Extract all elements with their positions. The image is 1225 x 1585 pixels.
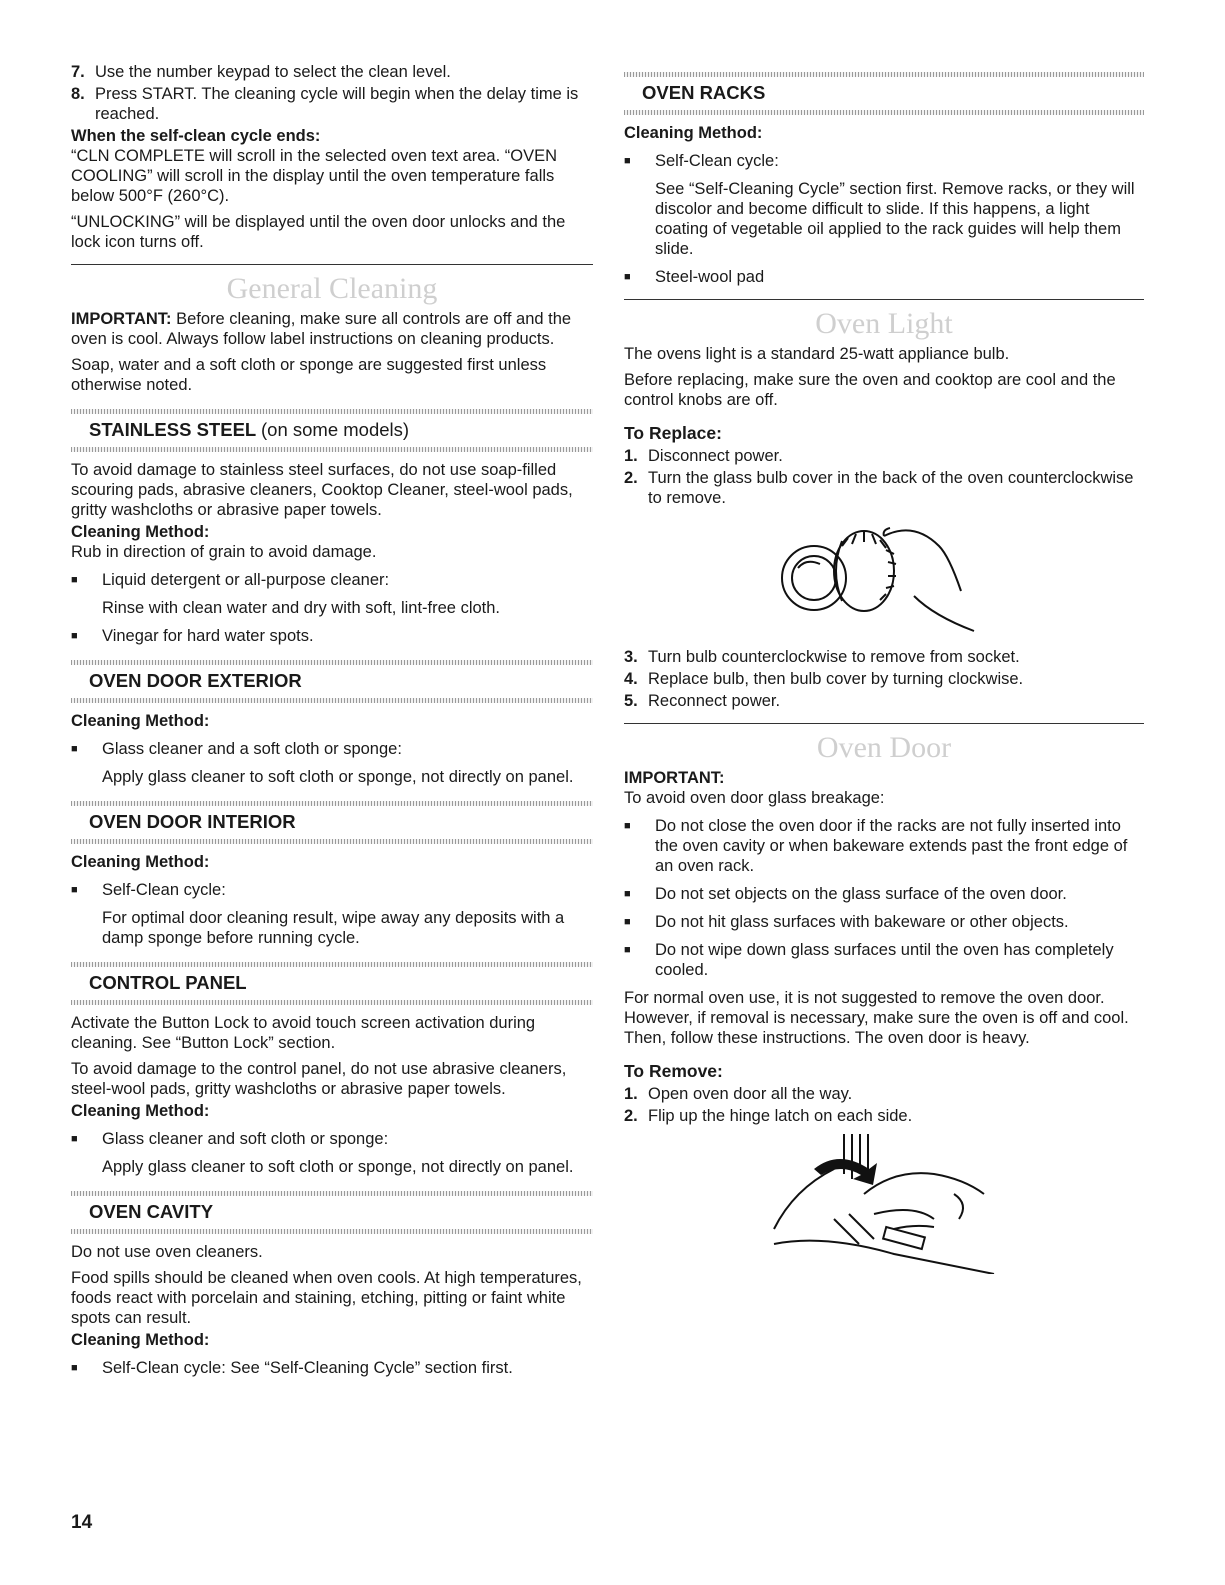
bullet-icon: ■ <box>71 1133 78 1145</box>
stainless-intro: To avoid damage to stainless steel surfaces, do not use soap-filled scouring pads, abrasive cleaners, Cooktop Cleaner, steel-wool pads, gritty washcloths or abrasive paper towels. <box>71 461 573 519</box>
stainless-method-text: Rub in direction of grain to avoid damage. <box>71 543 377 561</box>
oven-door-title: Oven Door <box>816 731 952 764</box>
stainless-steel-title <box>71 414 593 447</box>
band-bottom <box>624 110 1144 115</box>
replace-step-1 <box>624 446 1144 466</box>
door-exterior-method-label: Cleaning Method: <box>71 712 210 730</box>
bullet-icon: ■ <box>624 820 631 832</box>
oven-door-intro: To avoid oven door glass breakage: <box>624 789 885 807</box>
step-text: Open oven door all the way. <box>648 1085 853 1103</box>
band-bottom <box>71 839 593 844</box>
section-divider <box>624 723 1144 724</box>
replace-step-5 <box>624 691 1144 711</box>
replace-step-4 <box>624 669 1144 689</box>
oven-light-title: Oven Light <box>815 307 953 340</box>
band-bottom <box>71 1229 593 1234</box>
step-number: 2. <box>624 1107 638 1125</box>
step-text: Turn bulb counterclockwise to remove from socket. <box>648 648 1020 666</box>
step-7 <box>71 62 593 82</box>
general-cleaning-soap: Soap, water and a soft cloth or sponge are suggested first unless otherwise noted. <box>71 356 547 394</box>
step-text: Replace bulb, then bulb cover by turning clockwise. <box>648 670 1024 688</box>
bullet-text: Glass cleaner and soft cloth or sponge: <box>102 1130 389 1148</box>
list-item <box>71 739 593 759</box>
step-text: Press START. The cleaning cycle will begin when the delay time is reached. <box>95 85 579 123</box>
stainless-title-text: STAINLESS STEEL <box>89 419 256 440</box>
step-number: 4. <box>624 670 638 688</box>
to-replace-heading: To Replace: <box>624 423 722 443</box>
door-interior-method-label: Cleaning Method: <box>71 853 210 871</box>
bullet-detail: Apply glass cleaner to soft cloth or sponge, not directly on panel. <box>102 1158 574 1176</box>
bullet-text: Glass cleaner and a soft cloth or sponge: <box>102 740 402 758</box>
bullet-text: Self-Clean cycle: <box>102 881 226 899</box>
step-number: 5. <box>624 692 638 710</box>
list-item <box>624 816 1144 876</box>
selfclean-end-text-1: “CLN COMPLETE will scroll in the selected oven text area. “OVEN COOLING” will scroll in the display until the oven temperature falls below 500°F (260°C). <box>71 147 558 205</box>
bullet-text: Liquid detergent or all-purpose cleaner: <box>102 571 390 589</box>
oven-cavity-text-1: Do not use oven cleaners. <box>71 1243 263 1261</box>
band-bottom <box>71 1000 593 1005</box>
step-text: Turn the glass bulb cover in the back of the oven counterclockwise to remove. <box>648 469 1134 507</box>
list-item <box>71 570 593 590</box>
oven-cavity-text-2: Food spills should be cleaned when oven cools. At high temperatures, foods react with porcelain and staining, etching, pitting or faint white spots can result. <box>71 1269 582 1327</box>
list-item <box>71 1129 593 1149</box>
bullet-detail: For optimal door cleaning result, wipe away any deposits with a damp sponge before running cycle. <box>102 909 565 947</box>
bullet-detail: See “Self-Cleaning Cycle” section first. Remove racks, or they will discolor and become difficult to slide. If this happens, a light coating of vegetable oil applied to the rack guides will help them slide. <box>655 180 1135 258</box>
bullet-text: Do not close the oven door if the racks are not fully inserted into the oven cavity or when bakeware extends past the front edge of an oven rack. <box>655 817 1128 875</box>
step-8 <box>71 84 593 124</box>
oven-cavity-method-label: Cleaning Method: <box>71 1331 210 1349</box>
bullet-icon: ■ <box>71 743 78 755</box>
bullet-text: Self-Clean cycle: <box>655 152 779 170</box>
bullet-icon: ■ <box>624 916 631 928</box>
step-number: 1. <box>624 447 638 465</box>
oven-door-normal-use: For normal oven use, it is not suggested to remove the oven door. However, if removal is necessary, make sure the oven is off and cool. Then, follow these instructions. The oven door is heavy. <box>624 989 1129 1047</box>
bullet-detail: Rinse with clean water and dry with soft, lint-free cloth. <box>102 599 501 617</box>
selfclean-end-text-2: “UNLOCKING” will be displayed until the oven door unlocks and the lock icon turns off. <box>71 213 566 251</box>
stainless-steel-section <box>71 409 593 646</box>
oven-racks-method-label: Cleaning Method: <box>624 124 763 142</box>
oven-door-exterior-section <box>71 660 593 787</box>
list-item <box>71 880 593 900</box>
stainless-title-suffix: (on some models) <box>261 419 410 440</box>
general-cleaning-title: General Cleaning <box>226 272 438 305</box>
bullet-text: Do not hit glass surfaces with bakeware or other objects. <box>655 913 1069 931</box>
list-item <box>624 940 1144 980</box>
list-item <box>624 884 1144 904</box>
replace-step-2 <box>624 468 1144 508</box>
oven-door-interior-section <box>71 801 593 948</box>
section-divider <box>624 299 1144 300</box>
general-cleaning-important <box>71 309 593 349</box>
important-label: IMPORTANT: <box>71 310 172 328</box>
bullet-icon: ■ <box>71 1362 78 1374</box>
hinge-latch-illustration <box>764 1134 1004 1274</box>
stainless-method-label: Cleaning Method: <box>71 523 210 541</box>
control-panel-section <box>71 962 593 1177</box>
selfclean-end-heading: When the self-clean cycle ends: <box>71 127 321 145</box>
right-column <box>624 62 1144 1280</box>
oven-door-important-label: IMPORTANT: <box>624 769 725 787</box>
to-remove-heading: To Remove: <box>624 1061 723 1081</box>
step-number: 8. <box>71 85 85 103</box>
oven-light-text-2: Before replacing, make sure the oven and cooktop are cool and the control knobs are off. <box>624 371 1116 409</box>
oven-door-interior-title: OVEN DOOR INTERIOR <box>89 811 296 832</box>
step-text: Reconnect power. <box>648 692 781 710</box>
oven-light-text-1: The ovens light is a standard 25-watt appliance bulb. <box>624 345 1010 363</box>
bullet-icon: ■ <box>624 155 631 167</box>
replace-step-3 <box>624 647 1144 667</box>
oven-cavity-title: OVEN CAVITY <box>89 1201 214 1222</box>
list-item <box>71 1358 593 1378</box>
bullet-icon: ■ <box>624 271 631 283</box>
important-text: Before cleaning, make sure all controls are off and the oven is cool. Always follow label instructions on cleaning products. <box>71 310 572 348</box>
oven-cavity-section <box>71 1191 593 1378</box>
remove-step-2 <box>624 1106 1144 1126</box>
oven-racks-section <box>624 72 1144 287</box>
bullet-text: Self-Clean cycle: See “Self-Cleaning Cycle” section first. <box>102 1359 513 1377</box>
bullet-icon: ■ <box>71 884 78 896</box>
bullet-text: Steel-wool pad <box>655 268 765 286</box>
bullet-text: Do not wipe down glass surfaces until the oven has completely cooled. <box>655 941 1114 979</box>
step-number: 7. <box>71 63 85 81</box>
bullet-icon: ■ <box>624 944 631 956</box>
control-panel-text-2: To avoid damage to the control panel, do not use abrasive cleaners, steel-wool pads, gritty washcloths or abrasive paper towels. <box>71 1060 567 1098</box>
bullet-detail: Apply glass cleaner to soft cloth or sponge, not directly on panel. <box>102 768 574 786</box>
bullet-icon: ■ <box>624 888 631 900</box>
list-item <box>71 626 593 646</box>
band-bottom <box>71 447 593 452</box>
remove-step-1 <box>624 1084 1144 1104</box>
bullet-icon: ■ <box>71 574 78 586</box>
bullet-text: Do not set objects on the glass surface of the oven door. <box>655 885 1067 903</box>
oven-door-exterior-title: OVEN DOOR EXTERIOR <box>89 670 302 691</box>
step-number: 2. <box>624 469 638 487</box>
control-panel-title: CONTROL PANEL <box>89 972 247 993</box>
left-column <box>71 62 593 1378</box>
list-item <box>624 151 1144 171</box>
control-panel-method-label: Cleaning Method: <box>71 1102 210 1120</box>
page-number: 14 <box>71 1512 93 1533</box>
control-panel-text-1: Activate the Button Lock to avoid touch screen activation during cleaning. See “Button Lock” section. <box>71 1014 536 1052</box>
bullet-icon: ■ <box>71 630 78 642</box>
step-number: 1. <box>624 1085 638 1103</box>
step-text: Disconnect power. <box>648 447 783 465</box>
band-bottom <box>71 698 593 703</box>
bulb-cover-illustration <box>764 516 1004 641</box>
section-divider <box>71 264 593 265</box>
list-item <box>624 267 1144 287</box>
step-text: Flip up the hinge latch on each side. <box>648 1107 913 1125</box>
bullet-text: Vinegar for hard water spots. <box>102 627 314 645</box>
step-text: Use the number keypad to select the clean level. <box>95 63 451 81</box>
oven-racks-title: OVEN RACKS <box>642 82 766 103</box>
step-number: 3. <box>624 648 638 666</box>
list-item <box>624 912 1144 932</box>
